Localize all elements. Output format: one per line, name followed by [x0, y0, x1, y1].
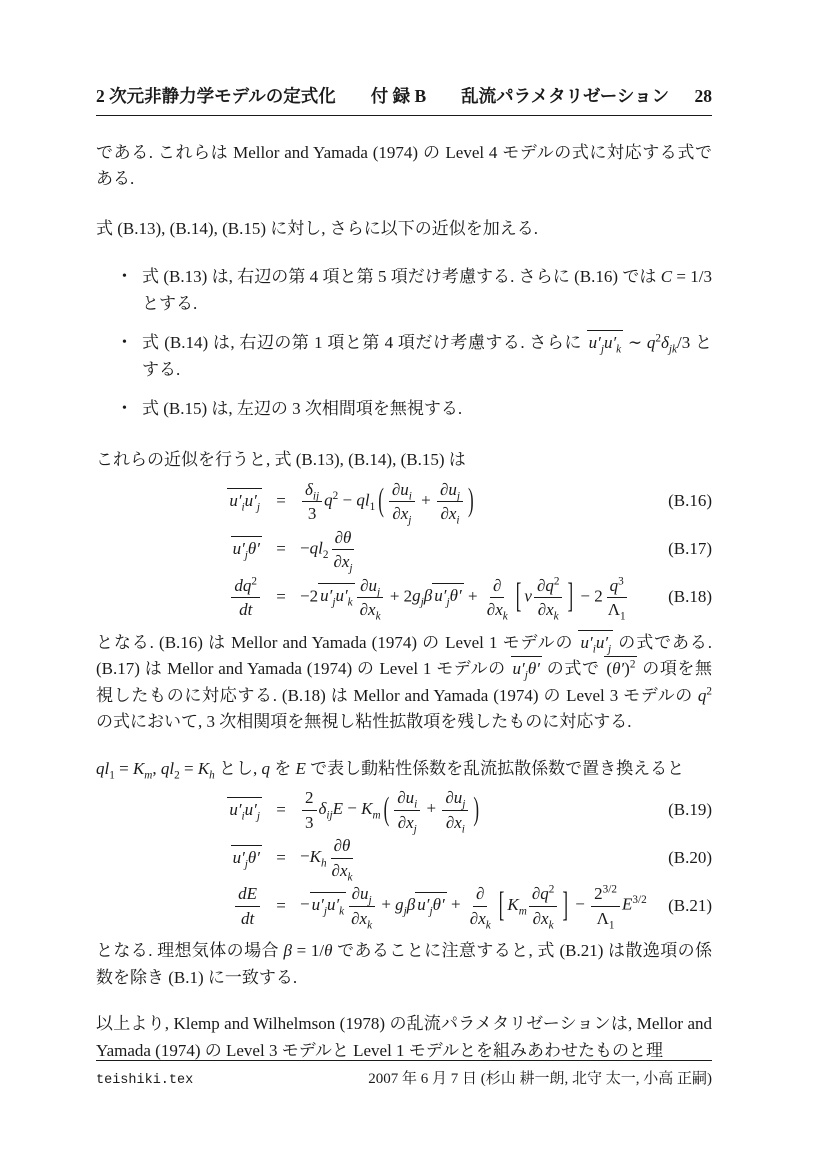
bullet-icon: •	[122, 401, 127, 417]
equation-lhs: $\frac{dq^2}{dt}$	[96, 575, 262, 621]
equation-block-2	[96, 786, 712, 930]
equation-block-1	[96, 478, 712, 622]
equals-sign: =	[276, 847, 286, 867]
equation-rhs: $-ql_2$ $\frac{\partial\theta}{\partial x_j}$	[300, 527, 353, 575]
equation-lhs: $u'_j\theta'$	[96, 845, 262, 872]
page-number: 28	[694, 86, 712, 106]
equals-sign: =	[276, 895, 286, 915]
bullet-text-b15: 式 (B.15) は, 左辺の 3 次相間項を無視する.	[142, 399, 463, 419]
equals-sign: =	[276, 799, 286, 819]
bullet-text-b14: 式 (B.14) は, 右辺の第 1 項と第 4 項だけ考慮する. さらに $u'_ju'_k$ ∼ $q^2\delta_{jk}/3$ とする.	[142, 330, 712, 383]
equation-number: (B.19)	[668, 799, 712, 819]
paragraph-eq-intro: これらの近似を行うと, 式 (B.13), (B.14), (B.15) は	[96, 450, 466, 469]
paragraph-approx-intro: 式 (B.13), (B.14), (B.15) に対し, さらに以下の近似を加える.	[96, 218, 538, 238]
footer-date: 2007 年 6 月 7 日 (杉山 耕一朗, 北守 太一, 小高 正嗣)	[368, 1071, 712, 1087]
equation-row-b21	[96, 882, 712, 930]
equation-number: (B.18)	[668, 587, 712, 607]
paragraph-ideal-gas-note: となる. 理想気体の場合 β = 1/θ であることに注意すると, 式 (B.21) は散逸項の係数を除き (B.1) に一致する.	[96, 941, 712, 987]
list-item	[122, 396, 712, 423]
paragraph-level4-note: である. これらは Mellor and Yamada (1974) の Level 4 モデルの式に対応する式である.	[96, 142, 712, 189]
equation-row-b17	[96, 526, 712, 574]
equation-rhs: − $u'_ju'_k$ $\frac{\partial u_j}{\partial x_k}$ + $g_j\beta$ $u'_j\theta'$ + $\frac{\partial}{\partial x_k}$ [ $K_m$ $\frac{\partial q^2}{\partial x_k}$ ] − $\frac{2^{3/2}}{\Lambda_1}$ $E^{3/2}$	[300, 883, 647, 931]
equation-number: (B.21)	[668, 895, 712, 915]
header-title: 2 次元非静力学モデルの定式化 付 録 B 乱流パラメタリゼーション	[96, 86, 670, 106]
footer-filename: teishiki.tex	[96, 1073, 194, 1088]
bullet-icon: •	[122, 335, 127, 351]
bullet-list	[96, 264, 712, 423]
equation-number: (B.20)	[668, 847, 712, 867]
equation-lhs: $\frac{dE}{dt}$	[96, 883, 262, 929]
equation-number: (B.16)	[668, 491, 712, 511]
paragraph-model-correspondence: となる. (B.16) は Mellor and Yamada (1974) の Level 1 モデルの $u'_iu'_j$ の式である. (B.17) は Mellor and Yamada (1974) の Level 1 モデルの $u'_j\theta'$ の式で $(\theta')^2$ の項を無視したものに対応する. (B.18) は Mellor and Yamada (1974) の Level 3 モデルの $q^2$ の式において, 3 次相関項を無視し粘性拡散項を残したものに対応する.	[96, 630, 712, 736]
equation-row-b19	[96, 786, 712, 834]
bullet-icon: •	[122, 269, 127, 285]
equation-lhs: $u'_j\theta'$	[96, 536, 262, 563]
list-item	[122, 264, 712, 317]
equals-sign: =	[276, 491, 286, 511]
equation-rhs: $\frac{\delta_{ij}}{3}$ $q^2 - ql_1$ ( $\frac{\partial u_i}{\partial x_j}$ + $\frac{\partial u_j}{\partial x_i}$ )	[300, 479, 652, 525]
page-footer	[96, 1060, 712, 1088]
page-header	[96, 86, 712, 116]
list-item	[122, 330, 712, 383]
equation-row-b18	[96, 574, 712, 622]
bullet-text-b13: 式 (B.13) は, 右辺の第 4 項と第 5 項だけ考慮する. さらに (B.16) では C = 1/3 とする.	[142, 267, 712, 313]
paragraph-substitution: $ql_1 = K_m$, $ql_2 = K_h$ とし, q を E で表し動粘性係数を乱流拡散係数で置き換えると	[96, 758, 685, 781]
equation-rhs: $-K_h$ $\frac{\partial\theta}{\partial x_k}$	[300, 836, 353, 883]
equation-lhs: $u'_iu'_j$	[96, 797, 262, 824]
equation-row-b20	[96, 834, 712, 882]
page-content	[96, 86, 712, 1064]
equation-rhs: −2 $u'_ju'_k$ $\frac{\partial u_j}{\partial x_k}$ + $2g_j\beta$ $u'_j\theta'$ + $\frac{\partial}{\partial x_k}$ [ ν $\frac{\partial q^2}{\partial x_k}$ ] − 2 $\frac{q^3}{\Lambda_1}$	[300, 575, 626, 623]
equation-rhs: $\frac{2}{3}$ $\delta_{ij}E - K_m$ ( $\frac{\partial u_i}{\partial x_j}$ + $\frac{\partial u_j}{\partial x_i}$ )	[300, 787, 652, 833]
paragraph-conclusion: 以上より, Klemp and Wilhelmson (1978) の乱流パラメタリゼーションは, Mellor and Yamada (1974) の Level 3 モデルと Level 1 モデルとを組みあわせたものと理	[96, 1014, 712, 1060]
equation-number: (B.17)	[668, 539, 712, 559]
equals-sign: =	[276, 587, 286, 607]
equation-row-b16	[96, 478, 712, 526]
equation-lhs: $u'_iu'_j$	[96, 488, 262, 515]
equals-sign: =	[276, 539, 286, 559]
